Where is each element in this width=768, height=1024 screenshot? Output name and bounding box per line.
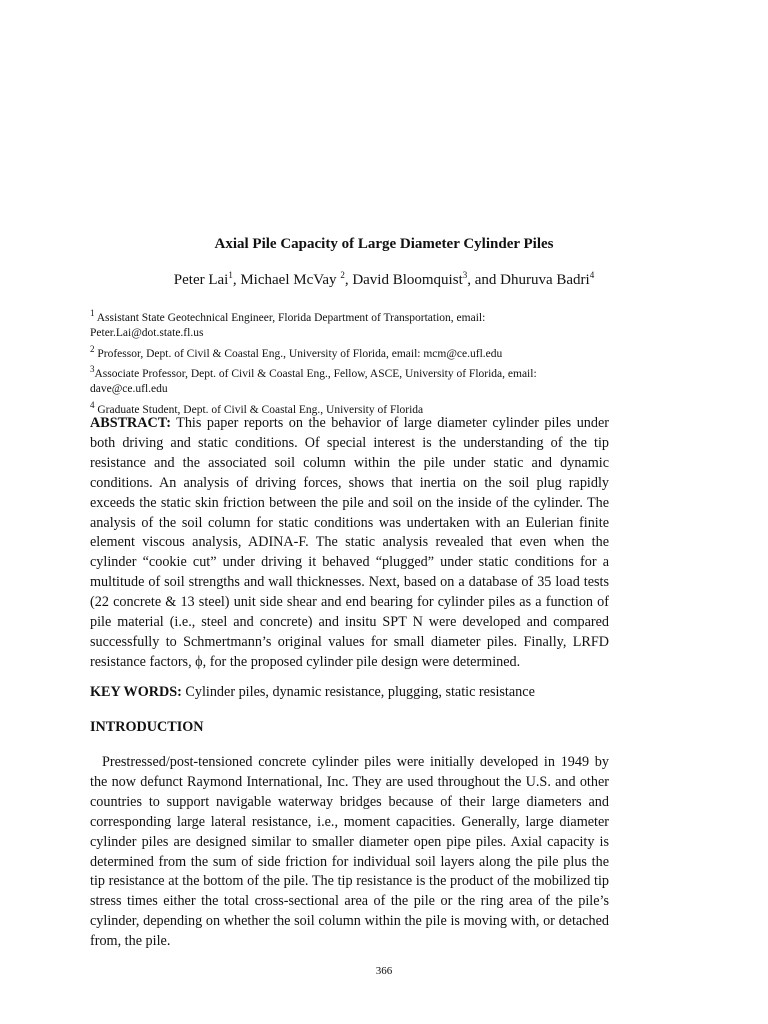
affiliation-1: [90, 306, 610, 326]
author-sep: ,: [344, 272, 353, 288]
paper-title: Axial Pile Capacity of Large Diameter Cylinder Piles: [214, 236, 554, 252]
author-sup: 3: [462, 270, 468, 280]
affiliation-3: [90, 362, 610, 382]
affiliation-2: [90, 342, 610, 362]
keywords-text: Cylinder piles, dynamic resistance, plugging, static resistance: [181, 684, 535, 700]
affiliation-text: Assistant State Geotechnical Engineer, Florida Department of Transportation, email:: [94, 311, 486, 324]
page-number: 366: [375, 965, 393, 977]
author-list: [0, 270, 768, 289]
keywords-label: KEY WORDS:: [90, 684, 182, 700]
abstract-text: This paper reports on the behavior of large diameter cylinder piles under both driving and static conditions. Of special interest is the understanding of the tip resistance and the associated soil column within the pile under static and dynamic conditions. An analysis of driving forces, shows that inertia on the soil plug rapidly exceeds the static skin friction between the pile and soil on the inside of the cylinder. The analysis of the soil column for static conditions was undertaken with an Eulerian finite element viscous analysis, ADINA-F. The static analysis revealed that even when the cylinder “cookie cut” under driving it behaved “plugged” under static conditions for a multitude of soil strengths and wall thicknesses. Next, based on a database of 35 load tests (22 concrete & 13 steel) unit side shear and end bearing for cylinder piles as a function of pile material (i.e., steel and concrete) and insitu SPT N were developed and compared successfully to Schmertmann’s original values for small diameter piles. Finally, LRFD resistance factors, ϕ, for the proposed cylinder pile design were determined.: [90, 415, 609, 670]
author-sep: , and: [467, 272, 501, 288]
author-name: David Bloomquist: [352, 272, 463, 288]
author-sup: 1: [228, 270, 233, 280]
affiliation-text: Associate Professor, Dept. of Civil & Coastal Eng., Fellow, ASCE, University of Florida, email:: [94, 367, 537, 380]
affiliation-sup: 4: [90, 399, 95, 410]
affiliation-text: Graduate Student, Dept. of Civil & Coastal Eng., University of Florida: [94, 403, 424, 416]
author-sup: 4: [589, 270, 595, 280]
author-sup: 2: [340, 270, 345, 280]
section-heading-introduction: INTRODUCTION: [90, 719, 204, 735]
affiliation-sup: 1: [90, 308, 95, 318]
affiliation-sup: 2: [90, 343, 95, 354]
introduction-paragraph: Prestressed/post-tensioned concrete cylinder piles were initially developed in 1949 by the now defunct Raymond International, Inc. They are used throughout the U.S. and other countries to support navigable waterway bridges because of their large diameters and corresponding large lateral resistance, i.e., moment capacities. Generally, large diameter cylinder piles are designed similar to smaller diameter open pipe piles. Axial capacity is determined from the sum of side friction for individual soil layers along the pile plus the tip resistance at the bottom of the pile. The tip resistance is the product of the mobilized tip stress times either the total cross-sectional area of the pile or the ring area of the pile’s cylinder, depending on whether the soil column within the pile is moving with, or detached from, the pile.: [90, 754, 609, 950]
author-name: Peter Lai: [173, 272, 229, 288]
keywords: [90, 683, 609, 703]
affiliation-sup: 3: [90, 363, 95, 374]
author-name: Dhuruva Badri: [500, 272, 590, 288]
affiliation-text: Professor, Dept. of Civil & Coastal Eng., University of Florida, email: mcm@ce.ufl.edu: [94, 347, 503, 360]
affiliations: [90, 306, 610, 418]
author-name: Michael McVay: [240, 272, 341, 288]
affiliation-1-email: Peter.Lai@dot.state.fl.us: [90, 327, 204, 340]
author-sep: ,: [232, 272, 241, 288]
abstract-label: ABSTRACT:: [90, 415, 171, 431]
abstract: [90, 414, 609, 673]
affiliation-3-email: dave@ce.ufl.edu: [90, 383, 168, 396]
